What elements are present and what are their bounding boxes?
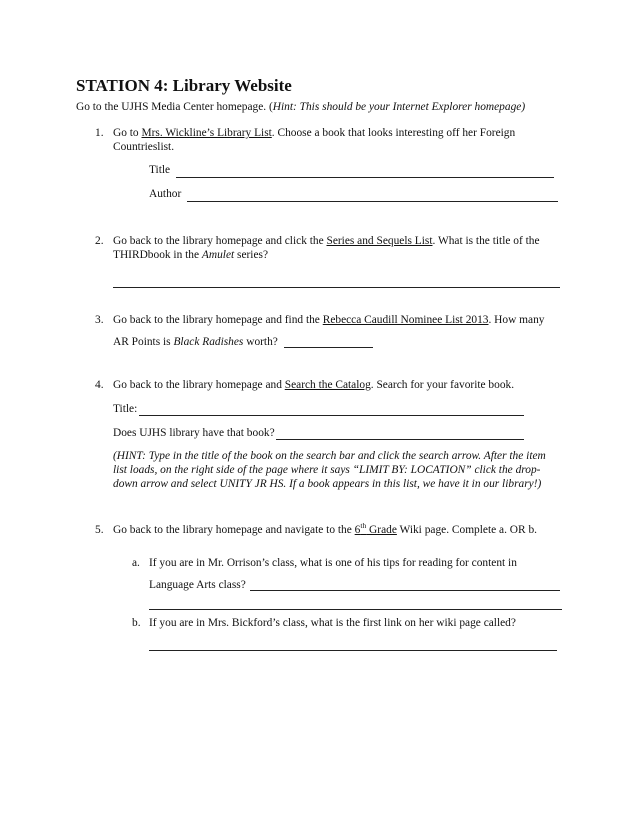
q1-title-answer-line[interactable]	[176, 177, 554, 178]
q5-grade-word: Grade	[366, 524, 397, 536]
q3-book-title: Black Radishes	[173, 336, 244, 348]
q4-title-answer-line[interactable]	[139, 415, 524, 416]
q1-number: 1.	[95, 127, 104, 139]
q5a-letter: a.	[132, 557, 140, 569]
q1-library-list-link[interactable]: Mrs. Wickline’s Library List	[141, 127, 272, 139]
q2-line2	[113, 250, 268, 261]
q5b-letter: b.	[132, 617, 141, 629]
intro-main: Go to the UJHS Media Center homepage. (	[76, 101, 273, 113]
q5-grade-number: 6	[354, 524, 361, 536]
q3-answer-line[interactable]	[284, 347, 373, 348]
q4-hint-line3	[113, 479, 541, 490]
q3-text-b: . How many	[488, 314, 545, 326]
q2-text-b: . What is the title of the	[432, 235, 540, 247]
q3-nominee-link[interactable]: Rebecca Caudill Nominee List 2013	[322, 314, 489, 326]
q3-text-c: AR Points is	[113, 336, 174, 348]
intro-text	[76, 102, 525, 113]
q4-text-b: . Search for your favorite book.	[370, 379, 515, 391]
q4-have-answer-line[interactable]	[276, 439, 524, 440]
q2-line1	[113, 236, 540, 247]
q1-line1	[113, 128, 515, 139]
q1-author-answer-line[interactable]	[187, 201, 558, 202]
q4-catalog-link[interactable]: Search the Catalog	[284, 379, 371, 391]
q4-hint-line1	[113, 451, 546, 462]
q5b-answer-line[interactable]	[149, 650, 557, 651]
page-title: STATION 4: Library Website	[76, 76, 292, 95]
q3-text-a: Go back to the library homepage and find the	[113, 314, 323, 326]
q2-series-name: Amulet	[201, 249, 235, 261]
q4-hint-text2: list loads, on the right side of the page where it says “LIMIT BY: LOCATION” click the drop-	[113, 464, 541, 476]
q4-hint-text1: (HINT: Type in the title of the book on the search bar and click the search arrow. After the item	[113, 450, 546, 462]
q1-title-label: Title	[149, 164, 171, 176]
q3-line1	[113, 315, 544, 326]
q5-text-a: Go back to the library homepage and navigate to the	[113, 524, 355, 536]
q2-text-c: THIRDbook in the	[113, 249, 202, 261]
q2-number: 2.	[95, 235, 104, 247]
q2-answer-line[interactable]	[113, 287, 560, 288]
q1-author-label: Author	[149, 188, 182, 200]
q5a-line2: Language Arts class?	[149, 579, 246, 591]
q1-text-a: Go to	[113, 127, 142, 139]
q4-hint-text3: down arrow and select UNITY JR HS. If a book appears in this list, we have it in our library!)	[113, 478, 542, 490]
q3-text-d: worth?	[243, 336, 278, 348]
q4-text-a: Go back to the library homepage and	[113, 379, 285, 391]
q5-grade-suffix: th	[360, 521, 367, 531]
q5a-answer-line1[interactable]	[250, 590, 560, 591]
q4-have-label: Does UJHS library have that book?	[113, 427, 275, 439]
q5-text-b: Wiki page. Complete a. OR b.	[396, 524, 537, 536]
q1-text-b: . Choose a book that looks interesting off her Foreign	[271, 127, 516, 139]
q4-line1	[113, 380, 514, 391]
q1-line2: Countrieslist.	[113, 141, 175, 153]
q4-hint-line2	[113, 465, 540, 476]
q3-line2	[113, 337, 278, 348]
q2-series-link[interactable]: Series and Sequels List	[326, 235, 433, 247]
q4-number: 4.	[95, 379, 104, 391]
q2-text-a: Go back to the library homepage and click the	[113, 235, 327, 247]
q3-number: 3.	[95, 314, 104, 326]
q5-line1	[113, 521, 537, 536]
q5a-answer-line2[interactable]	[149, 609, 562, 610]
q5b-line1: If you are in Mrs. Bickford’s class, what is the first link on her wiki page called?	[149, 617, 516, 629]
q5a-line1: If you are in Mr. Orrison’s class, what is one of his tips for reading for content in	[149, 557, 517, 569]
q5-grade-wiki-link[interactable]	[354, 521, 397, 536]
q2-text-d: series?	[234, 249, 269, 261]
q5-number: 5.	[95, 524, 104, 536]
intro-hint: Hint: This should be your Internet Explorer homepage)	[272, 101, 526, 113]
q4-title-label: Title:	[113, 403, 138, 415]
